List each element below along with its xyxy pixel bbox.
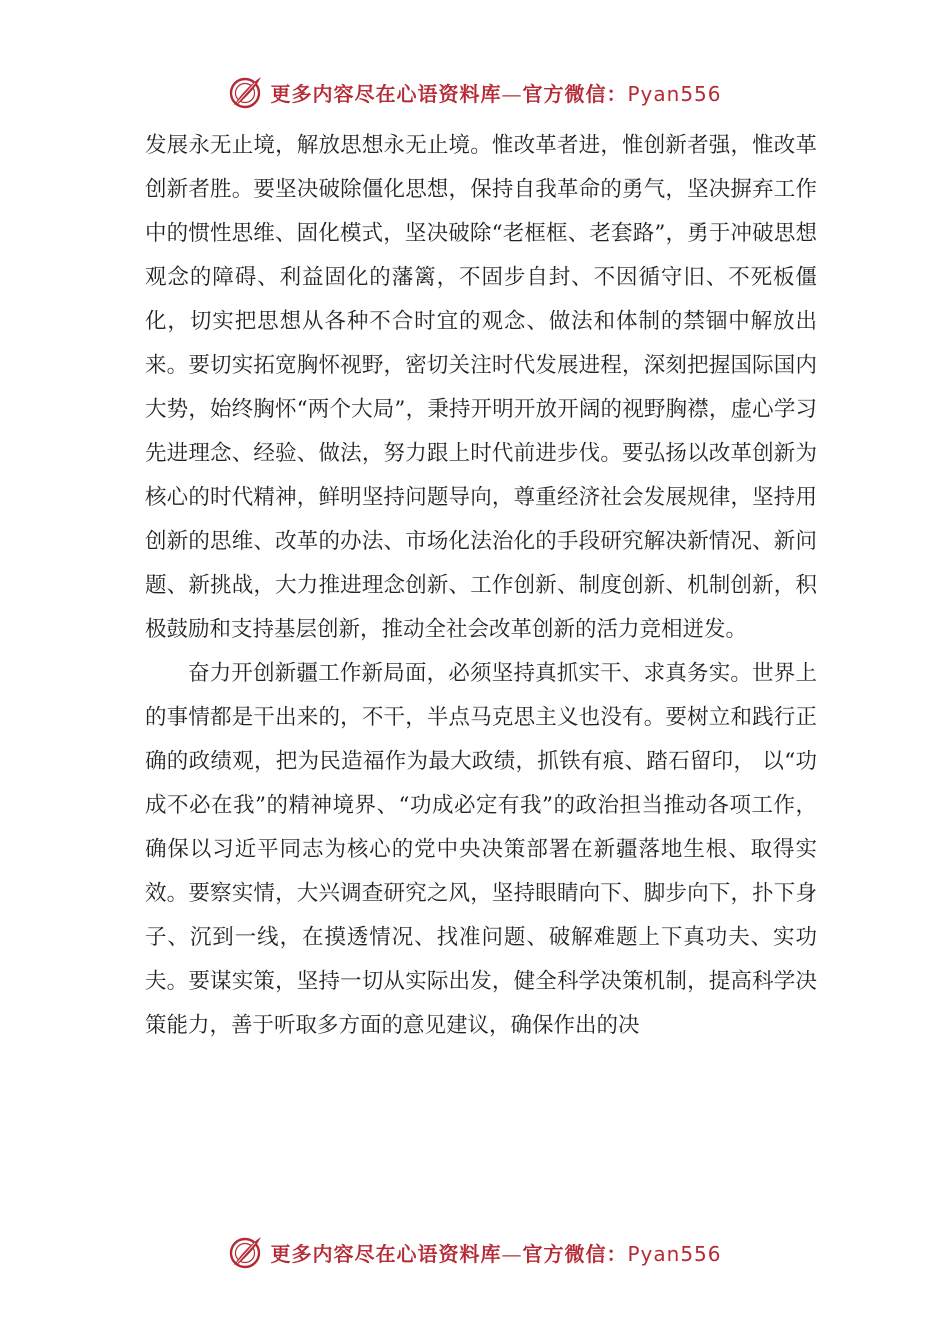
- header-banner-text: [270, 78, 721, 107]
- quill-seal-icon: [228, 74, 264, 110]
- footer-wechat-label: 官方微信：: [522, 1241, 628, 1266]
- header-wechat-id: Pyan556: [627, 81, 722, 106]
- footer-wechat-id: Pyan556: [627, 1241, 722, 1266]
- footer-separator: —: [501, 1241, 523, 1266]
- header-wechat-label: 官方微信：: [522, 81, 628, 106]
- header-separator: —: [501, 81, 523, 106]
- footer-brand-text: 更多内容尽在心语资料库: [270, 1241, 502, 1266]
- header-banner: [0, 72, 950, 112]
- quill-seal-icon: [228, 1234, 264, 1270]
- header-brand-text: 更多内容尽在心语资料库: [270, 81, 502, 106]
- paragraph-2: 奋力开创新疆工作新局面，必须坚持真抓实干、求真务实。世界上的事情都是干出来的，不干，半点马克思主义也没有。要树立和践行正确的政绩观，把为民造福作为最大政绩，抓铁有痕、踏石留印， 以“功成不必在我”的精神境界、“功成必定有我”的政治担当推动各项工作，确保以习近平同志为核心的党中央决策部署在新疆落地生根、取得实效。要察实情，大兴调查研究之风，坚持眼睛向下、脚步向下，扑下身子、沉到一线，在摸透情况、找准问题、破解难题上下真功夫、实功夫。要谋实策，坚持一切从实际出发，健全科学决策机制，提高科学决策能力，善于听取多方面的意见建议，确保作出的决: [145, 661, 817, 1038]
- footer-banner: [0, 1232, 950, 1272]
- paragraph-1: 发展永无止境，解放思想永无止境。惟改革者进，惟创新者强，惟改革创新者胜。要坚决破除僵化思想，保持自我革命的勇气，坚决摒弃工作中的惯性思维、固化模式，坚决破除“老框框、老套路”，勇于冲破思想观念的障碍、利益固化的藩篱，不固步自封、不因循守旧、不死板僵化，切实把思想从各种不合时宜的观念、做法和体制的禁锢中解放出来。要切实拓宽胸怀视野，密切关注时代发展进程，深刻把握国际国内大势，始终胸怀“两个大局”，秉持开明开放开阔的视野胸襟，虚心学习先进理念、经验、做法，努力跟上时代前进步伐。要弘扬以改革创新为核心的时代精神，鲜明坚持问题导向，尊重经济社会发展规律，坚持用创新的思维、改革的办法、市场化法治化的手段研究解决新情况、新问题、新挑战，大力推进理念创新、工作创新、制度创新、机制创新，积极鼓励和支持基层创新，推动全社会改革创新的活力竞相迸发。: [145, 133, 817, 642]
- footer-banner-text: [270, 1238, 721, 1267]
- document-body: [145, 124, 817, 1048]
